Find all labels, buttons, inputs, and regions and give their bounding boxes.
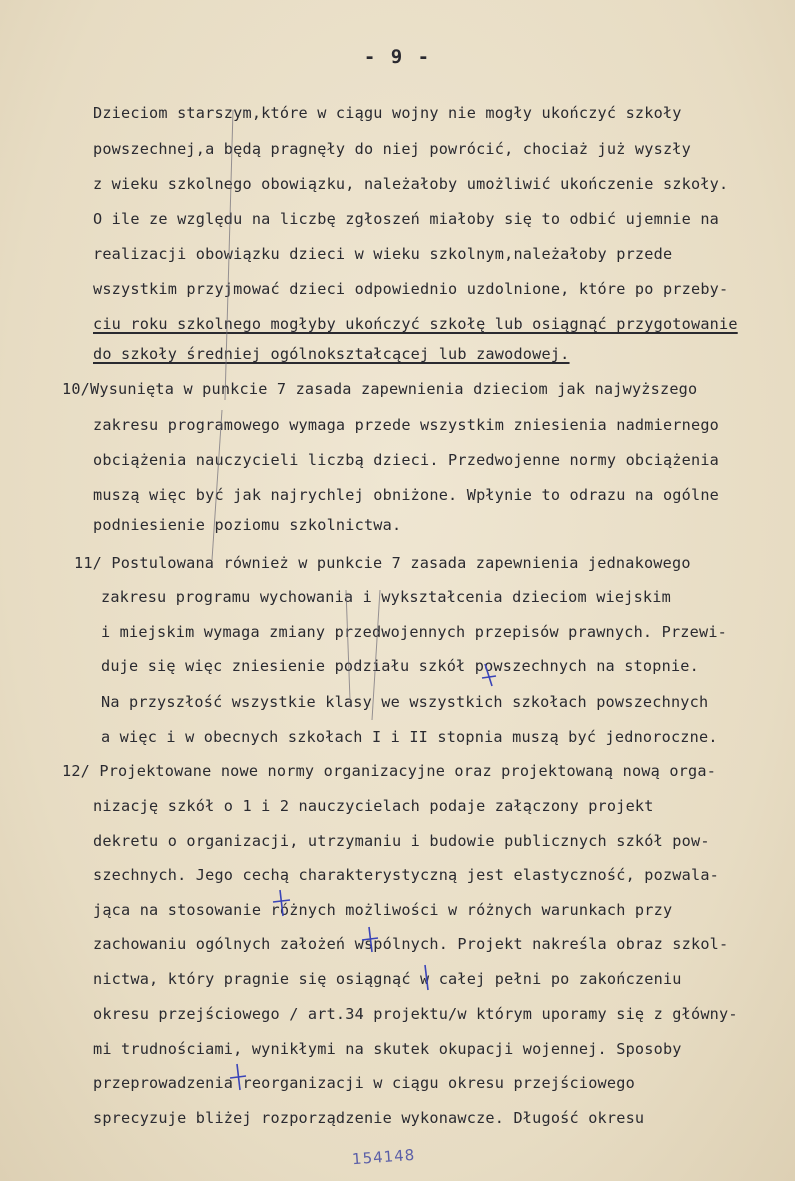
text-line: Na przyszłość wszystkie klasy we wszystkich szkołach powszechnych [101,693,709,711]
text-line: 11/ Postulowana również w punkcie 7 zasada zapewnienia jednakowego [74,554,691,572]
text-line: wszystkim przyjmować dzieci odpowiednio uzdolnione, które po przeby- [93,280,729,298]
text-line: jąca na stosowanie różnych możliwości w różnych warunkach przy [93,901,673,919]
text-line-underlined: do szkoły średniej ogólnokształcącej lub zawodowej. [93,345,570,363]
text-line-underlined: ciu roku szkolnego mogłyby ukończyć szkołę lub osiągnąć przygotowanie [93,315,738,333]
text-line: z wieku szkolnego obowiązku, należałoby umożliwić ukończenie szkoły. [93,175,729,193]
text-line: obciążenia nauczycieli liczbą dzieci. Przedwojenne normy obciążenia [93,451,720,469]
text-line: podniesienie poziomu szkolnictwa. [93,516,402,534]
text-line: zachowaniu ogólnych założeń wspólnych. Projekt nakreśla obraz szkol- [93,935,729,953]
text-line: zakresu programu wychowania i wykształcenia dzieciom wiejskim [101,588,671,606]
text-line: zakresu programowego wymaga przede wszystkim zniesienia nadmiernego [93,416,720,434]
text-line: nizację szkół o 1 i 2 nauczycielach podaje załączony projekt [93,797,654,815]
text-line: muszą więc być jak najrychlej obniżone. Wpłynie to odrazu na ogólne [93,486,720,504]
text-line: sprecyzuje bliżej rozporządzenie wykonawcze. Długość okresu [93,1109,645,1127]
text-line: mi trudnościami, wynikłymi na skutek okupacji wojennej. Sposoby [93,1040,682,1058]
text-line: dekretu o organizacji, utrzymaniu i budowie publicznych szkół pow- [93,832,710,850]
text-line: 10/Wysunięta w punkcie 7 zasada zapewnienia dzieciom jak najwyższego [62,380,698,398]
text-line: powszechnej,a będą pragnęły do niej powrócić, chociaż już wyszły [93,140,691,158]
text-line: a więc i w obecnych szkołach I i II stopnia muszą być jednoroczne. [101,728,718,746]
text-line: i miejskim wymaga zmiany przedwojennych przepisów prawnych. Przewi- [101,623,728,641]
text-line: szechnych. Jego cechą charakterystyczną jest elastyczność, pozwala- [93,866,720,884]
pen-cross-mark [482,664,496,686]
text-line: 12/ Projektowane nowe normy organizacyjne oraz projektowaną nową orga- [62,762,717,780]
text-line: Dzieciom starszym,które w ciągu wojny nie mogły ukończyć szkoły [93,104,682,122]
text-line: okresu przejściowego / art.34 projektu/w którym uporamy się z główny- [93,1005,738,1023]
page-number: - 9 - [363,46,432,68]
text-line: duje się więc zniesienie podziału szkół powszechnych na stopnie. [101,657,699,675]
text-line: realizacji obowiązku dzieci w wieku szkolnym,należałoby przede [93,245,673,263]
archive-number: 154148 [351,1145,416,1169]
text-line: nictwa, który pragnie się osiągnąć w całej pełni po zakończeniu [93,970,682,988]
text-line: O ile ze względu na liczbę zgłoszeń miałoby się to odbić ujemnie na [93,210,720,228]
text-line: przeprowadzenia reorganizacji w ciągu okresu przejściowego [93,1074,635,1092]
